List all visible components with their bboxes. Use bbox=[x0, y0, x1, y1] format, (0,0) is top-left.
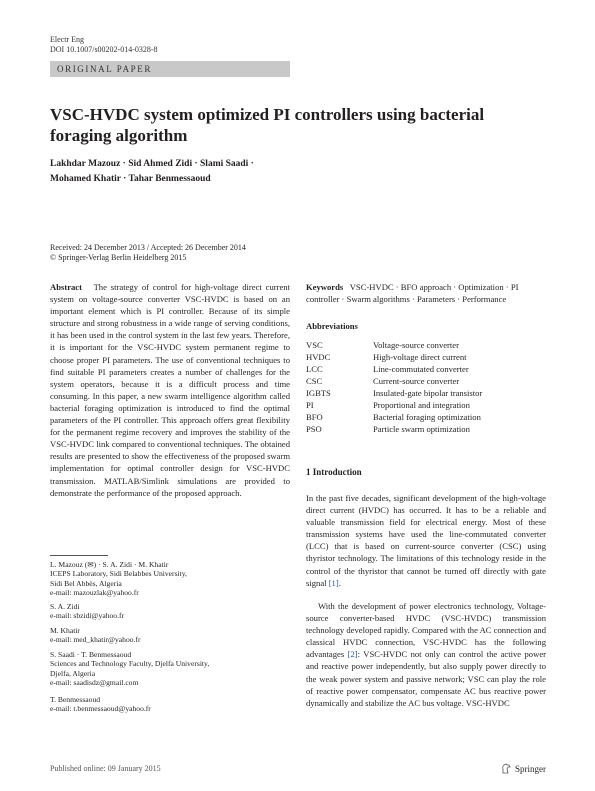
abbreviation-desc: Bacterial foraging optimization bbox=[373, 412, 481, 422]
intro-text: . bbox=[338, 577, 341, 588]
published-online-date: Published online: 09 January 2015 bbox=[50, 764, 161, 773]
abbreviation-desc: Voltage-source converter bbox=[373, 340, 459, 350]
affiliation-email[interactable]: e-mail: t.benmessaoud@yahoo.fr bbox=[50, 704, 151, 714]
author-list bbox=[50, 157, 370, 187]
keywords bbox=[306, 281, 546, 305]
abbreviation-code: IGBTS bbox=[306, 388, 331, 398]
affiliation-line: L. Mazouz (✉) · S. A. Zidi · M. Khatir bbox=[50, 560, 169, 569]
copyright-line: © Springer-Verlag Berlin Heidelberg 2015 bbox=[50, 253, 187, 262]
affiliation-line: ICEPS Laboratory, Sidi Belabbes University, bbox=[50, 569, 187, 579]
author-line-1: Lakhdar Mazouz · Sid Ahmed Zidi · Slami Saadi · bbox=[50, 159, 254, 169]
section-heading-introduction: 1 Introduction bbox=[306, 467, 362, 477]
abbreviation-desc: High-voltage direct current bbox=[373, 352, 467, 362]
abbreviation-row bbox=[306, 411, 481, 423]
affiliation-divider bbox=[50, 555, 108, 556]
affiliation-email[interactable]: e-mail: med_khatir@yahoo.fr bbox=[50, 635, 141, 645]
abbreviation-code: HVDC bbox=[306, 352, 331, 362]
affiliation-line: Sidi Bel Abbès, Algeria bbox=[50, 578, 122, 588]
affiliation-block bbox=[50, 626, 290, 645]
publisher-logo bbox=[501, 763, 546, 774]
keywords-text: VSC-HVDC · BFO approach · Optimization · PI controller · Swarm algorithms · Parameters · Performance bbox=[306, 282, 519, 305]
publisher-name: Springer bbox=[515, 763, 546, 774]
abbreviation-code: LCC bbox=[306, 364, 323, 374]
abstract-text: The strategy of control for high-voltage direct current system on voltage-source converter VSC-HVDC is based on an important element which is PI controller. Because of its simple structure and strong robustness in a wide range of serving conditions, it has been used in the control system in the last few years. Therefore, it is important for the VSC-HVDC system permanent regime to choose proper PI parameters. The use of conventional techniques to find suitable PI parameters creates a number of challenges for the system operators, because it is a difficult process and time consuming. In this paper, a new swarm intelligence algorithm called bacterial foraging optimization is introduced to find the optimal parameters of the PI controller. This approach offers great flexibility for the permanent regime recovery and improves the stability of the VSC-HVDC link compared to conventional techniques. The obtained results are presented to show the effectiveness of the proposed swarm implementation for optimal controller design for VSC-HVDC transmission. MATLAB/Simlink simulations are provided to demonstrate the performance of the proposed approach. bbox=[50, 282, 290, 498]
abbreviation-code: PSO bbox=[306, 424, 322, 434]
citation-link[interactable]: [1] bbox=[328, 577, 339, 588]
abbreviation-desc: Particle swarm optimization bbox=[373, 424, 470, 434]
affiliation-block bbox=[50, 560, 290, 598]
keywords-label: Keywords bbox=[306, 282, 344, 292]
springer-horse-icon bbox=[501, 763, 511, 774]
abbreviation-row bbox=[306, 339, 459, 351]
intro-paragraph-1 bbox=[306, 492, 546, 589]
abbreviation-code: VSC bbox=[306, 340, 323, 350]
intro-text: In the past five decades, significant development of the high-voltage direct current (HVDC) has occurred. It has to be a reliable and valuable transmission field for electrical energy. Most of these transmission systems have used the line-commutated converter (LCC) that is based on current-source converter (CSC) using thyristor technology. The limitations of this technology reside in the control of the thyristor that cannot be turned off directly with gate signal bbox=[306, 493, 546, 588]
affiliation-line: S. Saadi · T. Benmessaoud bbox=[50, 650, 132, 659]
abbreviations-heading: Abbreviations bbox=[306, 321, 358, 331]
abbreviation-row bbox=[306, 375, 459, 387]
doi: DOI 10.1007/s00202-014-0328-8 bbox=[50, 45, 158, 54]
affiliation-email[interactable]: e-mail: sbzidi@yahoo.fr bbox=[50, 611, 125, 621]
affiliation-line: M. Khatir bbox=[50, 626, 80, 635]
affiliation-line: S. A. Zidi bbox=[50, 602, 80, 611]
abbreviation-desc: Line-commutated converter bbox=[373, 364, 469, 374]
journal-name: Electr Eng bbox=[50, 35, 84, 44]
abbreviation-desc: Current-source converter bbox=[373, 376, 460, 386]
abbreviation-row bbox=[306, 387, 482, 399]
abbreviation-code: PI bbox=[306, 400, 314, 410]
abbreviation-code: BFO bbox=[306, 412, 323, 422]
abbreviation-desc: Insulated-gate bipolar transistor bbox=[373, 388, 483, 398]
affiliation-line: Sciences and Technology Faculty, Djelfa University, bbox=[50, 659, 210, 669]
intro-text: With the development of power electronics technology, Voltage-source converter-based HVDC (VSC-HVDC) transmission technology developed rapidly. Compared with the AC connection and classical HVDC connection, VSC-HVDC has the following advantages bbox=[306, 601, 546, 660]
affiliation-line: Djelfa, Algeria bbox=[50, 668, 96, 678]
abbreviation-row bbox=[306, 423, 470, 435]
abstract bbox=[50, 281, 290, 499]
paper-title: VSC-HVDC system optimized PI controllers using bacterial foraging algorithm bbox=[50, 105, 485, 145]
author-line-2: Mohamed Khatir · Tahar Benmessaoud bbox=[50, 174, 211, 184]
intro-paragraph-2 bbox=[306, 600, 546, 709]
abbreviation-row bbox=[306, 351, 467, 363]
abstract-label: Abstract bbox=[50, 282, 82, 292]
affiliation-block bbox=[50, 602, 290, 621]
intro-text: : VSC-HVDC not only can control the active power and reactive power independently, but also supply power directly to the weak power system and passive network; VSC can play the role of reactive power compensator, compensate AC bus reactive power dynamically and stabilize the AC bus voltage. VSC-HVDC bbox=[306, 649, 546, 708]
affiliation-email[interactable]: e-mail: saadisdz@gmail.com bbox=[50, 678, 139, 688]
affiliation-block bbox=[50, 650, 290, 688]
section-label: ORIGINAL PAPER bbox=[57, 64, 152, 74]
received-accepted-dates: Received: 24 December 2013 / Accepted: 26 December 2014 bbox=[50, 243, 246, 252]
abbreviation-code: CSC bbox=[306, 376, 323, 386]
abbreviation-row bbox=[306, 399, 470, 411]
affiliation-block bbox=[50, 695, 290, 714]
abbreviation-row bbox=[306, 363, 469, 375]
affiliation-email[interactable]: e-mail: mazouzlak@yahoo.fr bbox=[50, 588, 139, 598]
citation-link[interactable]: [2] bbox=[347, 649, 358, 660]
affiliation-line: T. Benmessaoud bbox=[50, 695, 101, 704]
abbreviation-desc: Proportional and integration bbox=[373, 400, 470, 410]
